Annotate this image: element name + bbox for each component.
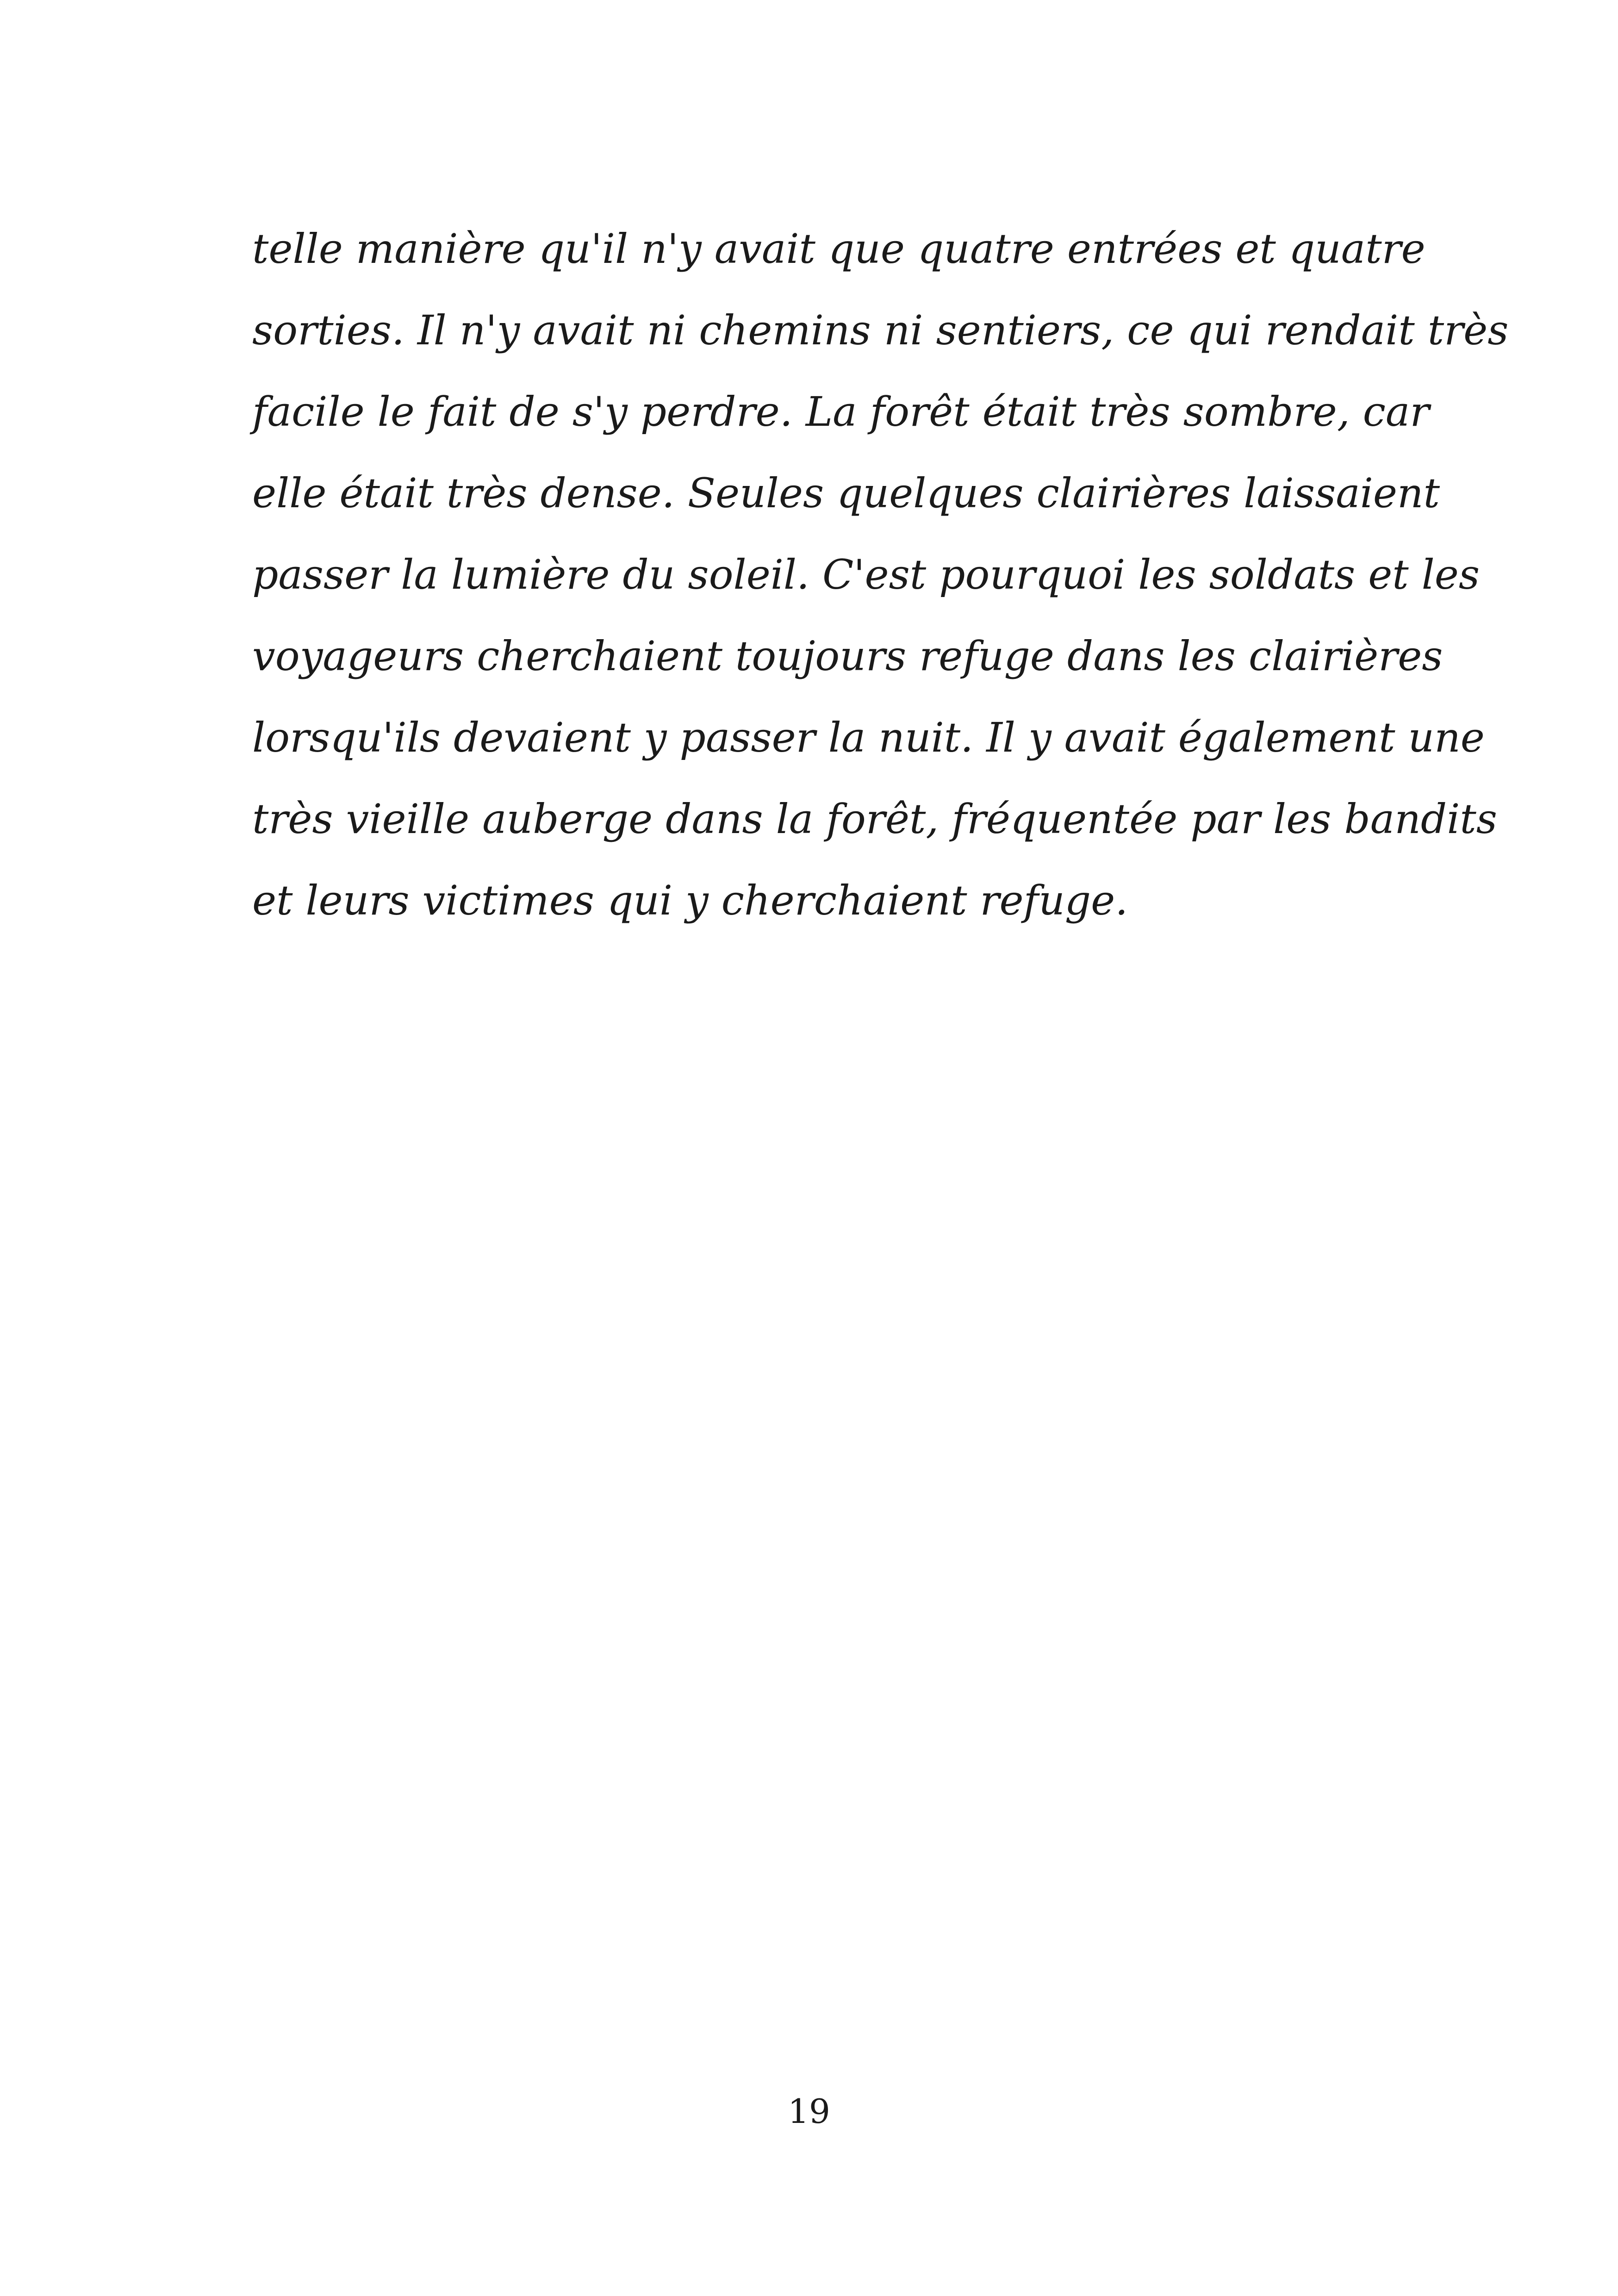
paragraph-line: voyageurs cherchaient toujours refuge dans les clairières	[252, 632, 1443, 680]
page-number: 19	[788, 2092, 830, 2131]
paragraph-line-last: et leurs victimes qui y cherchaient refuge.	[252, 877, 1128, 924]
paragraph-line: facile le fait de s'y perdre. La forêt était très sombre, car	[252, 388, 1430, 436]
paragraph-line: très vieille auberge dans la forêt, fréquentée par les bandits	[252, 795, 1497, 843]
paragraph-line: elle était très dense. Seules quelques clairières laissaient	[252, 469, 1440, 517]
paragraph-line: lorsqu'ils devaient y passer la nuit. Il y avait également une	[252, 714, 1485, 761]
paragraph-line: telle manière qu'il n'y avait que quatre entrées et quatre	[252, 225, 1425, 273]
body-paragraph	[252, 208, 1509, 941]
paragraph-line: passer la lumière du soleil. C'est pourquoi les soldats et les	[252, 551, 1480, 598]
paragraph-line: sorties. Il n'y avait ni chemins ni sentiers, ce qui rendait très	[252, 306, 1509, 354]
